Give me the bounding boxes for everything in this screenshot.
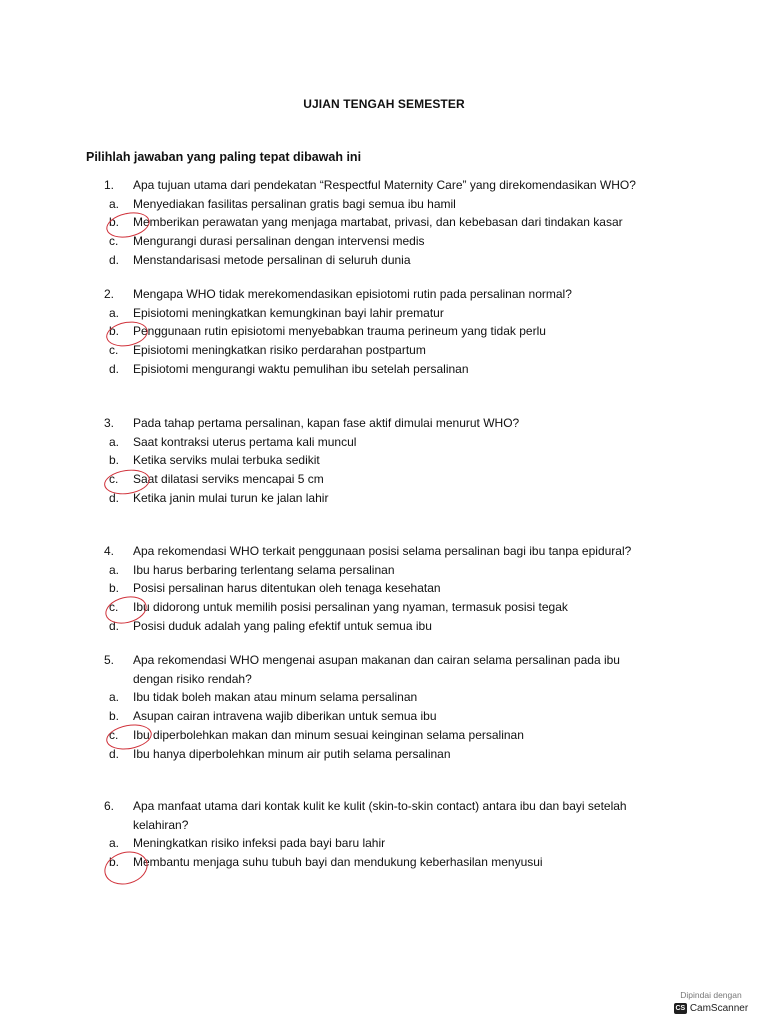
option-b xyxy=(86,213,686,232)
option-letter: c. xyxy=(109,234,119,249)
option-letter: b. xyxy=(109,215,120,230)
option-letter: a. xyxy=(109,196,120,211)
option-letter: a. xyxy=(109,562,120,577)
option-b xyxy=(86,707,686,726)
option-text: Ibu tidak boleh makan atau minum selama persalinan xyxy=(133,690,418,705)
question-number: 1. xyxy=(104,178,115,192)
option-letter: d. xyxy=(109,361,120,376)
scanner-brand xyxy=(674,1003,748,1014)
option-text: Ibu harus berbaring terlentang selama persalinan xyxy=(133,562,395,577)
scanner-caption: Dipindai dengan xyxy=(680,990,742,1000)
option-c xyxy=(86,470,686,489)
option-letter: a. xyxy=(109,305,120,320)
option-b xyxy=(86,451,686,470)
option-b xyxy=(86,853,686,872)
question-text: Apa rekomendasi WHO terkait penggunaan posisi selama persalinan bagi ibu tanpa epidural? xyxy=(133,544,632,558)
option-a xyxy=(86,688,686,707)
option-text: Asupan cairan intravena wajib diberikan untuk semua ibu xyxy=(133,709,437,724)
question-text: Apa tujuan utama dari pendekatan “Respectful Maternity Care” yang direkomendasikan WHO? xyxy=(133,178,636,192)
question-number: 4. xyxy=(104,544,115,558)
question-stem xyxy=(86,285,686,304)
instruction-text: Pilihlah jawaban yang paling tepat dibawah ini xyxy=(86,150,362,164)
option-c xyxy=(86,232,686,251)
option-letter: c. xyxy=(109,472,119,487)
option-text: Memberikan perawatan yang menjaga martabat, privasi, dan kebebasan dari tindakan kasar xyxy=(133,215,623,230)
option-text: Ketika serviks mulai terbuka sedikit xyxy=(133,453,320,468)
option-text: Menyediakan fasilitas persalinan gratis bagi semua ibu hamil xyxy=(133,196,456,211)
option-text: Posisi duduk adalah yang paling efektif untuk semua ibu xyxy=(133,618,432,633)
question-text: Apa manfaat utama dari kontak kulit ke kulit (skin-to-skin contact) antara ibu dan bayi setelah xyxy=(133,799,627,813)
option-text: Meningkatkan risiko infeksi pada bayi baru lahir xyxy=(133,836,386,851)
option-letter: d. xyxy=(109,490,120,505)
option-b xyxy=(86,322,686,341)
question-stem xyxy=(86,651,686,670)
question-text: Pada tahap pertama persalinan, kapan fase aktif dimulai menurut WHO? xyxy=(133,416,520,430)
question-number: 3. xyxy=(104,416,115,430)
question-text: Apa rekomendasi WHO mengenai asupan makanan dan cairan selama persalinan pada ibu xyxy=(133,653,620,667)
question-number: 5. xyxy=(104,653,115,667)
option-d xyxy=(86,489,686,508)
option-letter: d. xyxy=(109,746,120,761)
option-a xyxy=(86,834,686,853)
question-3 xyxy=(86,414,686,508)
option-c xyxy=(86,598,686,617)
option-text: Ibu hanya diperbolehkan minum air putih selama persalinan xyxy=(133,746,451,761)
option-d xyxy=(86,251,686,270)
option-letter: b. xyxy=(109,324,120,339)
question-number: 6. xyxy=(104,799,115,813)
scanner-watermark xyxy=(666,990,756,1014)
option-text: Posisi persalinan harus ditentukan oleh tenaga kesehatan xyxy=(133,581,441,596)
question-4 xyxy=(86,542,686,636)
option-letter: c. xyxy=(109,343,119,358)
option-letter: a. xyxy=(109,836,120,851)
option-text: Episiotomi meningkatkan risiko perdarahan postpartum xyxy=(133,343,426,358)
option-letter: b. xyxy=(109,581,120,596)
option-text: Ketika janin mulai turun ke jalan lahir xyxy=(133,490,329,505)
question-1 xyxy=(86,176,686,270)
option-a xyxy=(86,433,686,452)
option-letter: d. xyxy=(109,252,120,267)
question-stem xyxy=(86,797,686,816)
option-d xyxy=(86,360,686,379)
option-letter: a. xyxy=(109,434,120,449)
option-letter: b. xyxy=(109,709,120,724)
option-text: Episiotomi mengurangi waktu pemulihan ibu setelah persalinan xyxy=(133,361,469,376)
scanner-brand-name: CamScanner xyxy=(689,1003,749,1014)
option-text: Episiotomi meningkatkan kemungkinan bayi lahir prematur xyxy=(133,305,444,320)
option-letter: c. xyxy=(109,727,119,742)
option-text: Ibu didorong untuk memilih posisi persalinan yang nyaman, termasuk posisi tegak xyxy=(133,600,568,615)
question-6 xyxy=(86,797,686,872)
option-letter: c. xyxy=(109,600,119,615)
option-letter: b. xyxy=(109,855,120,870)
option-text: Ibu diperbolehkan makan dan minum sesuai keinginan selama persalinan xyxy=(133,727,524,742)
option-letter: a. xyxy=(109,690,120,705)
camscanner-icon: CS xyxy=(675,1005,686,1012)
question-stem-continued xyxy=(86,816,686,835)
option-text: Membantu menjaga suhu tubuh bayi dan mendukung keberhasilan menyusui xyxy=(133,855,543,870)
question-stem xyxy=(86,414,686,433)
option-text: Menstandarisasi metode persalinan di seluruh dunia xyxy=(133,252,411,267)
option-a xyxy=(86,304,686,323)
question-stem xyxy=(86,542,686,561)
option-text: Saat kontraksi uterus pertama kali muncul xyxy=(133,434,357,449)
option-d xyxy=(86,617,686,636)
question-stem-continued xyxy=(86,670,686,689)
question-2 xyxy=(86,285,686,379)
option-text: Saat dilatasi serviks mencapai 5 cm xyxy=(133,472,324,487)
option-a xyxy=(86,195,686,214)
option-text: Mengurangi durasi persalinan dengan intervensi medis xyxy=(133,234,425,249)
question-text: dengan risiko rendah? xyxy=(133,671,252,686)
option-letter: d. xyxy=(109,618,120,633)
question-text: kelahiran? xyxy=(133,817,189,832)
option-c xyxy=(86,726,686,745)
question-text: Mengapa WHO tidak merekomendasikan episiotomi rutin pada persalinan normal? xyxy=(133,287,572,301)
option-c xyxy=(86,341,686,360)
question-5 xyxy=(86,651,686,763)
option-b xyxy=(86,579,686,598)
option-letter: b. xyxy=(109,453,120,468)
option-a xyxy=(86,561,686,580)
option-text: Penggunaan rutin episiotomi menyebabkan trauma perineum yang tidak perlu xyxy=(133,324,546,339)
option-d xyxy=(86,745,686,764)
question-number: 2. xyxy=(104,287,115,301)
page-title: UJIAN TENGAH SEMESTER xyxy=(303,97,465,111)
question-stem xyxy=(86,176,686,195)
